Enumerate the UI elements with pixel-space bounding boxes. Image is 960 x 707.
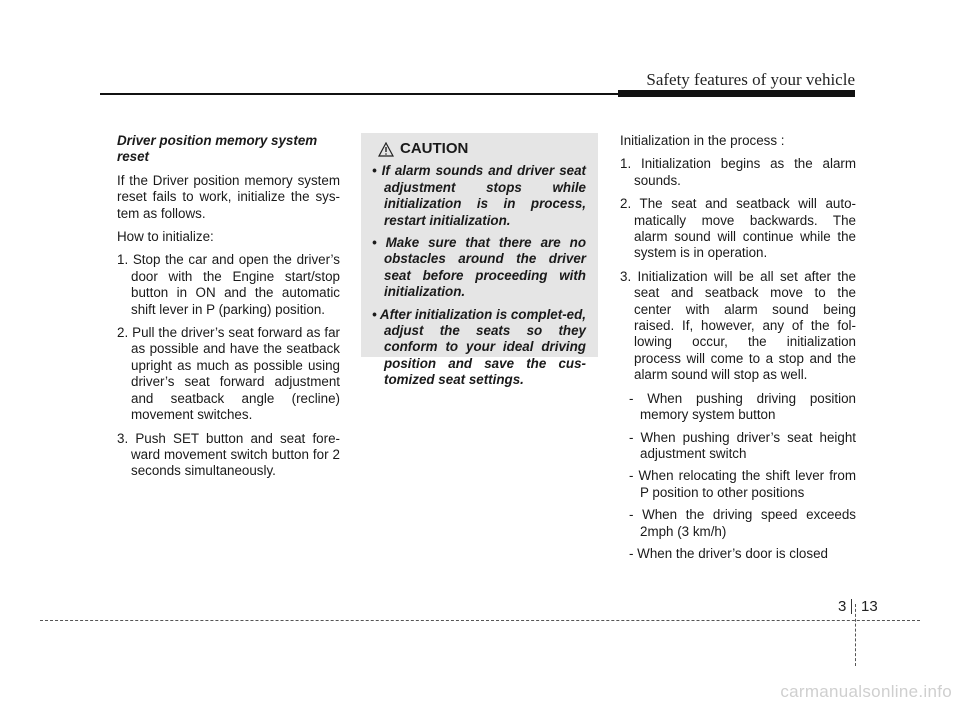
memory-reset-subheading: Driver position memory system reset: [117, 133, 318, 165]
right-column: [620, 133, 856, 568]
caution-item: • After initialization is complet-ed, adjust the seats so they conform to your ideal driving position and save the cus-tomized seat settings.: [372, 306, 587, 388]
stop-condition: - When relocating the shift lever from P position to other positions: [629, 468, 856, 500]
stop-condition: - When pushing driver’s seat height adjustment switch: [629, 429, 856, 461]
footer-dashed-rule: [40, 620, 920, 621]
stop-conditions-list: [620, 391, 856, 563]
warning-triangle-icon: [378, 142, 394, 157]
watermark: carmanualsonline.info: [780, 682, 952, 701]
caution-header: [372, 141, 586, 157]
caution-box: [361, 133, 598, 388]
memory-reset-intro: If the Driver position memory system reset fails to work, initialize the sys-tem as follows.: [117, 172, 340, 221]
caution-list: [372, 163, 586, 388]
page-number: 13: [861, 598, 878, 615]
stop-condition: - When pushing driving position memory system button: [629, 390, 856, 423]
section-title: Safety features of your vehicle: [646, 70, 855, 89]
chapter-number: 3: [838, 598, 847, 615]
process-intro: Initialization in the process :: [620, 133, 785, 148]
left-column: [117, 133, 340, 487]
stop-condition: - When the driving speed exceeds 2mph (3 km/h): [629, 507, 856, 539]
stop-condition: - When the driver’s door is closed: [629, 545, 828, 561]
initialize-step: 1. Stop the car and open the driver’s door with the Engine start/stop button in ON and the automatic shift lever in P (parking) position.: [117, 252, 340, 317]
initialize-step: 2. Pull the driver’s seat forward as far as possible and have the seatback upright as much as possible using driver’s seat forward adjustment and seatback angle (recline) movement switches.: [117, 325, 340, 423]
initialize-step: 3. Push SET button and seat fore-ward movement switch button for 2 seconds simultaneously.: [117, 430, 340, 479]
page-number-separator: [851, 599, 852, 614]
process-step: 1. Initialization begins as the alarm sounds.: [620, 156, 856, 188]
initialize-steps-list: [117, 252, 340, 479]
caution-title: CAUTION: [400, 140, 469, 157]
caution-item: • Make sure that there are no obstacles around the driver seat before proceeding with initialization.: [372, 235, 586, 300]
process-steps-list: [620, 156, 856, 383]
how-to-initialize-label: How to initialize:: [117, 229, 214, 245]
process-step: 2. The seat and seatback will auto-matically move backwards. The alarm sound will continue while the system is in operation.: [620, 196, 856, 261]
caution-item: • If alarm sounds and driver seat adjustment stops while initialization is in process, restart initialization.: [372, 163, 586, 228]
footer-dashed-divider: [855, 604, 856, 666]
middle-column: [361, 133, 598, 388]
header-bar: [618, 90, 855, 97]
process-step: 3. Initialization will be all set after the seat and seatback move to the center with alarm sound being raised. If, however, any of the fol-lowing occur, the initialization process will come to a stop and the alarm sound will stop as well.: [620, 268, 856, 383]
